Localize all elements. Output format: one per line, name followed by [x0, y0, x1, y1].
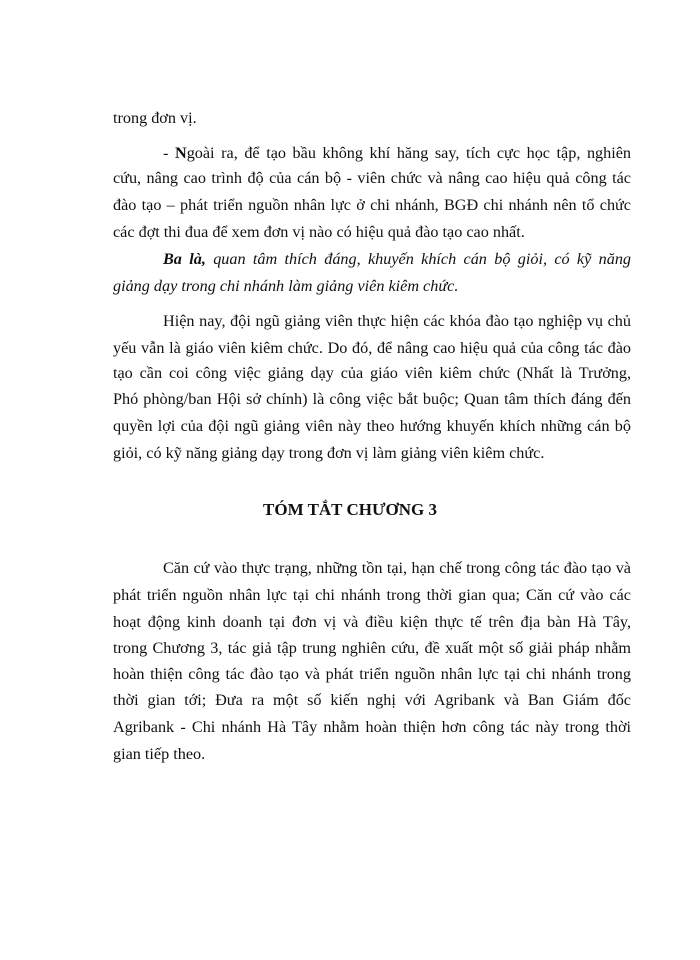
paragraph-4-line-4: Phó phòng/ban Hội sở chính) là công việc bắt buộc; Quan tâm thích đáng đến: [113, 390, 631, 408]
paragraph-2-dash: -: [163, 144, 175, 162]
paragraph-2-line-1: [163, 143, 631, 163]
paragraph-2-line-3: đào tạo – phát triển nguồn nhân lực ở chi nhánh, BGĐ chi nhánh nên tổ chức: [113, 196, 631, 214]
paragraph-4-line-3: tạo cần coi công việc giảng dạy của giáo viên kiêm chức (Nhất là Trưởng,: [113, 364, 631, 382]
paragraph-4-line-5: quyền lợi của đội ngũ giảng viên này theo hướng khuyến khích những cán bộ: [113, 417, 631, 435]
paragraph-4-line-1: Hiện nay, đội ngũ giảng viên thực hiện các khóa đào tạo nghiệp vụ chủ: [163, 312, 631, 330]
paragraph-5-line-3: hoạt động kinh doanh tại đơn vị và điều kiện thực tế trên địa bàn Hà Tây,: [113, 613, 631, 631]
paragraph-5-line-4: trong Chương 3, tác giả tập trung nghiên cứu, đề xuất một số giải pháp nhằm: [113, 639, 631, 657]
paragraph-3-line-1: [163, 249, 631, 269]
paragraph-5-line-6: thời gian tới; Đưa ra một số kiến nghị với Agribank và Ban Giám đốc: [113, 691, 631, 709]
paragraph-2-line-1-text: goài ra, để tạo bầu không khí hăng say, tích cực học tập, nghiên: [186, 144, 632, 162]
paragraph-5-line-1: Căn cứ vào thực trạng, những tồn tại, hạn chế trong công tác đào tạo và: [163, 559, 631, 577]
paragraph-5-line-5: hoàn thiện công tác đào tạo và phát triển nguồn nhân lực tại chi nhánh trong: [113, 665, 631, 683]
paragraph-3-line-1-text: quan tâm thích đáng, khuyến khích cán bộ giỏi, có kỹ năng: [205, 250, 632, 268]
paragraph-3-bold-lead: Ba là,: [163, 250, 206, 268]
paragraph-3-line-2: giảng dạy trong chi nhánh làm giảng viên kiêm chức.: [113, 277, 459, 295]
paragraph-2-line-2: cứu, nâng cao trình độ của cán bộ - viên chức và nâng cao hiệu quả công tác: [113, 169, 631, 187]
chapter-summary-heading: TÓM TẮT CHƯƠNG 3: [263, 500, 437, 519]
paragraph-2-line-4: các đợt thi đua để xem đơn vị nào có hiệu quả đào tạo cao nhất.: [113, 223, 525, 241]
paragraph-4-line-6: giỏi, có kỹ năng giảng dạy trong đơn vị làm giảng viên kiêm chức.: [113, 444, 545, 462]
paragraph-2-bold-initial: N: [174, 144, 187, 162]
paragraph-4-line-2: yếu vẫn là giáo viên kiêm chức. Do đó, để nâng cao hiệu quả của công tác đào: [113, 339, 631, 357]
paragraph-5-line-7: Agribank - Chi nhánh Hà Tây nhằm hoàn thiện hơn công tác này trong thời: [113, 718, 631, 736]
paragraph-5-line-2: phát triển nguồn nhân lực tại chi nhánh trong thời gian qua; Căn cứ vào các: [113, 586, 631, 604]
paragraph-5-line-8: gian tiếp theo.: [113, 745, 206, 763]
paragraph-1-line-1: trong đơn vị.: [113, 109, 197, 127]
